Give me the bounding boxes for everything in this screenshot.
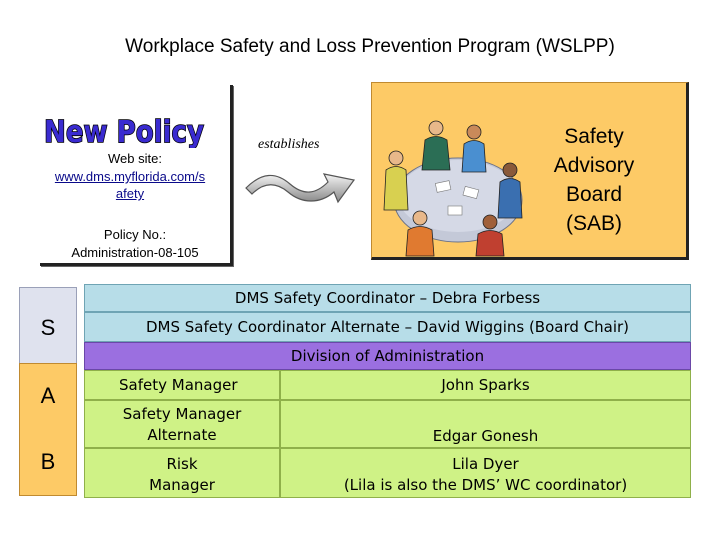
policy-number <box>40 226 230 262</box>
web-link-line-1[interactable]: www.dms.myflorida.com/s <box>54 169 206 184</box>
web-site-label: Web site: <box>108 151 162 166</box>
policy-no-value: Administration-08-105 <box>71 245 199 260</box>
risk-label-line-2: Manager <box>149 476 215 494</box>
new-policy-logo <box>40 112 210 148</box>
page-title: Workplace Safety and Loss Prevention Program (WSLPP) <box>125 36 615 57</box>
policy-no-label: Policy No.: <box>103 227 167 242</box>
web-link-line-2[interactable]: afety <box>115 186 145 201</box>
curvy-arrow-icon <box>242 162 360 206</box>
coordinator-alternate-row: DMS Safety Coordinator Alternate – David Wiggins (Board Chair) <box>84 312 691 342</box>
logo-text: New Policy <box>44 115 205 148</box>
sab-title <box>530 122 658 238</box>
letter-b: B <box>40 449 56 474</box>
alternate-label <box>84 400 280 448</box>
risk-manager-name <box>280 448 691 498</box>
web-site-link[interactable] <box>30 168 230 202</box>
coordinator-row: DMS Safety Coordinator – Debra Forbess <box>84 284 691 312</box>
risk-name-line-2: (Lila is also the DMS’ WC coordinator) <box>343 476 628 494</box>
letter-a: A <box>40 383 56 408</box>
risk-label-line-1: Risk <box>166 455 198 473</box>
safety-manager-label: Safety Manager <box>84 370 280 400</box>
alternate-label-line-2: Alternate <box>147 426 217 444</box>
person-figure <box>422 121 450 170</box>
sab-line-4: (SAB) <box>565 212 622 235</box>
alternate-label-line-1: Safety Manager <box>122 405 242 423</box>
risk-manager-label <box>84 448 280 498</box>
sab-line-2: Advisory <box>553 154 635 177</box>
meeting-clipart <box>378 100 528 258</box>
sab-line-1: Safety <box>564 125 624 148</box>
risk-name-line-1: Lila Dyer <box>452 455 519 473</box>
establishes-label: establishes <box>258 137 320 152</box>
letter-s: S <box>19 287 77 367</box>
sab-line-3: Board <box>565 183 623 206</box>
safety-manager-name: John Sparks <box>280 370 691 400</box>
alternate-name: Edgar Gonesh <box>280 400 691 448</box>
division-row: Division of Administration <box>84 342 691 370</box>
